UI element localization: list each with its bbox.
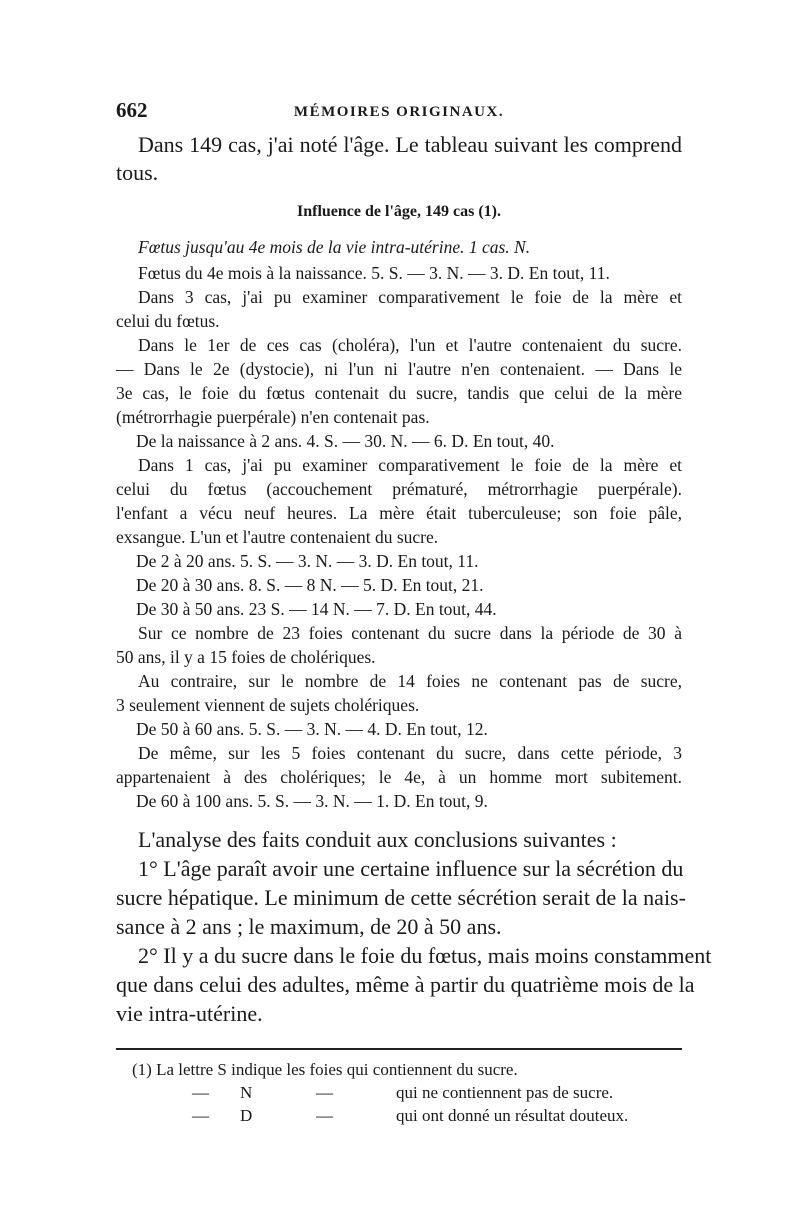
conclusion-line: que dans celui des adultes, même à partir du quatrième mois de la [116,972,695,997]
body-line: Dans 1 cas, j'ai pu examiner comparativement le foie de la mère et [138,455,682,475]
table-subtitle: Influence de l'âge, 149 cas (1). [297,203,501,220]
footnote-letter-n: N [240,1083,253,1102]
body-line: celui du fœtus (accouchement prématuré, métrorrhagie puerpérale). [116,479,682,499]
body-line: l'enfant a vécu neuf heures. La mère était tuberculeuse; son foie pâle, [116,503,682,523]
running-head: MÉMOIRES ORIGINAUX. [293,104,505,120]
body-line: 3e cas, le foie du fœtus contenait du sucre, tandis que celui de la mère [116,383,682,403]
body-line: celui du fœtus. [116,311,220,331]
conclusion-line: 2° Il y a du sucre dans le foie du fœtus, mais moins constamment [138,943,712,968]
conclusion-line: 1° L'âge paraît avoir une certaine influence sur la sécrétion du [138,856,684,881]
body-line: 50 ans, il y a 15 foies de cholériques. [116,647,376,667]
body-line: Fœtus jusqu'au 4e mois de la vie intra-utérine. 1 cas. N. [138,237,531,257]
body-line: Dans le 1er de ces cas (choléra), l'un et l'autre contenaient du sucre. [138,335,682,355]
body-line: Sur ce nombre de 23 foies contenant du sucre dans la période de 30 à [138,623,682,643]
body-line: De 30 à 50 ans. 23 S. — 14 N. — 7. D. En tout, 44. [136,599,497,619]
body-line: Fœtus du 4e mois à la naissance. 5. S. — 3. N. — 3. D. En tout, 11. [138,263,610,283]
footnote-ditto-mark: — [192,1106,209,1125]
body-line: Au contraire, sur le nombre de 14 foies ne contenant pas de sucre, [138,671,682,691]
footnote-n-text: qui ne contiennent pas de sucre. [396,1083,614,1102]
footnote-ditto-mark: — [316,1106,333,1125]
body-line: exsangue. L'un et l'autre contenaient du sucre. [116,527,439,547]
conclusion-line: sance à 2 ans ; le maximum, de 20 à 50 ans. [116,914,502,939]
body-line: 3 seulement viennent de sujets cholériques. [116,695,420,715]
intro-line: Dans 149 cas, j'ai noté l'âge. Le tableau suivant les comprend [138,132,682,157]
body-line: De 50 à 60 ans. 5. S. — 3. N. — 4. D. En tout, 12. [136,719,488,739]
intro-line: tous. [116,160,159,185]
body-line: Dans 3 cas, j'ai pu examiner comparativement le foie de la mère et [138,287,682,307]
body-line: — Dans le 2e (dystocie), ni l'un ni l'autre n'en contenaient. — Dans le [116,359,682,379]
footnote-letter-d: D [240,1106,253,1125]
body-line: (métrorrhagie puerpérale) n'en contenait pas. [116,407,430,427]
body-line: De 60 à 100 ans. 5. S. — 3. N. — 1. D. En tout, 9. [136,791,488,811]
conclusion-line: sucre hépatique. Le minimum de cette sécrétion serait de la nais- [116,885,686,910]
footnote-ditto-mark: — [192,1083,209,1102]
body-line: De la naissance à 2 ans. 4. S. — 30. N. — 6. D. En tout, 40. [136,431,555,451]
page-number: 662 [116,98,148,122]
body-line: appartenaient à des cholériques; le 4e, à un homme mort subitement. [116,767,682,787]
body-line: De 2 à 20 ans. 5. S. — 3. N. — 3. D. En tout, 11. [136,551,479,571]
page-header [116,98,682,124]
body-line: De 20 à 30 ans. 8. S. — 8 N. — 5. D. En tout, 21. [136,575,484,595]
footnote-line: (1) La lettre S indique les foies qui contiennent du sucre. [132,1060,518,1079]
footnote-separator [116,1048,682,1050]
footnote-ditto-mark: — [316,1083,333,1102]
body-line: De même, sur les 5 foies contenant du sucre, dans cette période, 3 [138,743,682,763]
footnote-d-text: qui ont donné un résultat douteux. [396,1106,629,1125]
conclusion-line: L'analyse des faits conduit aux conclusions suivantes : [138,827,617,852]
conclusion-line: vie intra-utérine. [116,1001,263,1026]
